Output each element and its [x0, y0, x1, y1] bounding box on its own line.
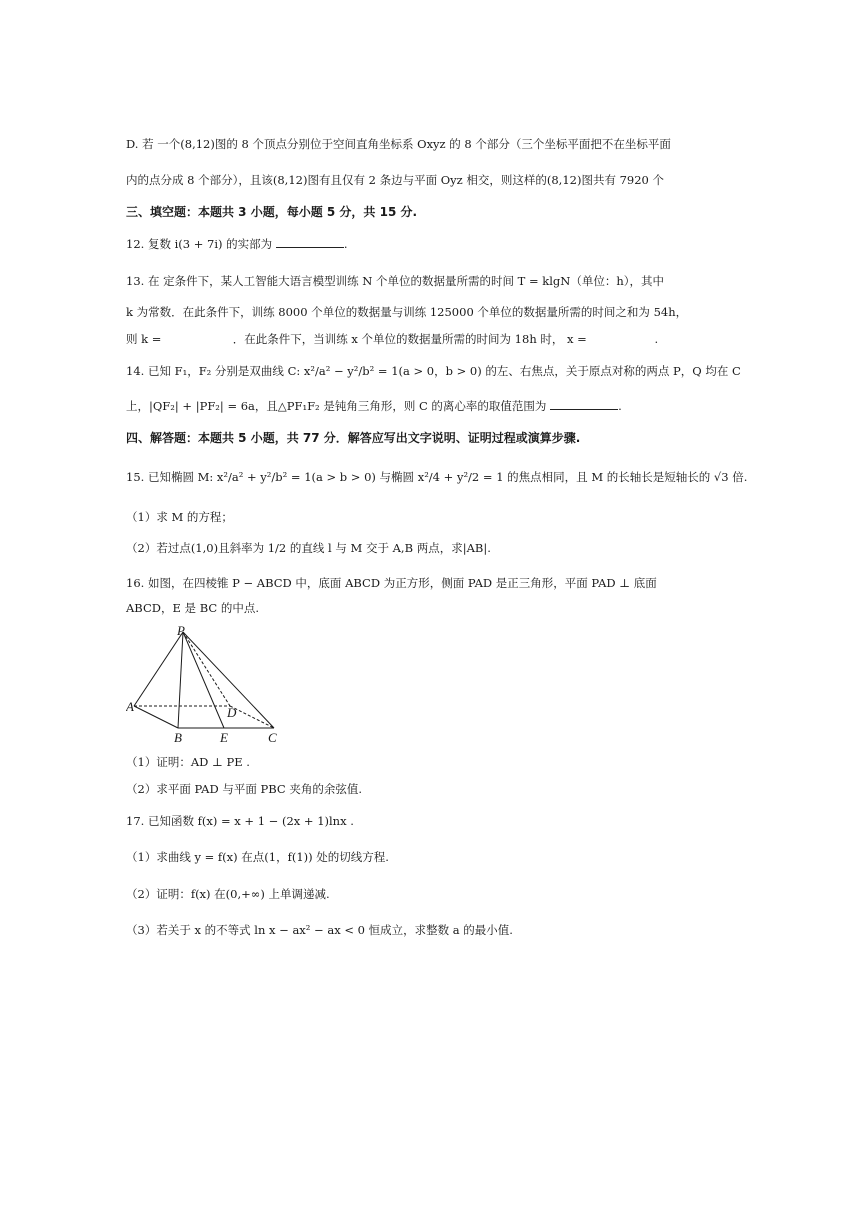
edge-PE	[183, 632, 224, 728]
question-14-text: 上，|QF₂| + |PF₂| = 6a，且△PF₁F₂ 是钝角三角形，则 C 的离心率的取值范围为	[126, 399, 547, 413]
question-13-line-1: 13. 在 定条件下，某人工智能大语言模型训练 N 个单位的数据量所需的时间 T = klgN（单位：h），其中	[126, 274, 664, 288]
question-16-part-2: （2）求平面 PAD 与平面 PBC 夹角的余弦值.	[126, 782, 363, 796]
label-E: E	[220, 730, 228, 745]
answer-blank	[276, 235, 344, 248]
question-13-line-2: k 为常数．在此条件下，训练 8000 个单位的数据量与训练 125000 个单位的数据量所需的时间之和为 54h，	[126, 305, 688, 319]
question-17-part-1: （1）求曲线 y = f(x) 在点(1，f(1)) 处的切线方程.	[126, 850, 389, 864]
question-12-text: 12. 复数 i(3 + 7i) 的实部为	[126, 237, 273, 251]
question-15-part-2: （2）若过点(1,0)且斜率为 1/2 的直线 l 与 M 交于 A,B 两点，求|AB|.	[126, 541, 491, 555]
section-heading-solutions: 四、解答题：本题共 5 小题，共 77 分．解答应写出文字说明、证明过程或演算步骤.	[126, 431, 581, 445]
answer-blank	[550, 397, 618, 410]
question-14-line-2	[126, 396, 622, 416]
edge-DC	[230, 706, 274, 728]
question-14-line-1: 14. 已知 F₁，F₂ 分别是双曲线 C: x²/a² − y²/b² = 1(a > 0，b > 0) 的左、右焦点，关于原点对称的两点 P，Q 均在 C	[126, 364, 741, 378]
edge-PB	[178, 632, 183, 728]
question-12	[126, 234, 347, 254]
question-13-k-text: 则 k =	[126, 332, 162, 346]
edge-AB	[134, 706, 178, 728]
question-15: 15. 已知椭圆 M: x²/a² + y²/b² = 1(a > b > 0) 与椭圆 x²/4 + y²/2 = 1 的焦点相同，且 M 的长轴长是短轴长的 √3 倍.	[126, 470, 748, 484]
question-13-x-text: ．在此条件下，当训练 x 个单位的数据量所需的时间为 18h 时， x =	[232, 332, 587, 346]
label-A: A	[126, 699, 134, 714]
question-16-part-1: （1）证明：AD ⊥ PE .	[126, 755, 250, 769]
label-D: D	[227, 705, 237, 720]
label-C: C	[268, 730, 277, 745]
option-d-line-1: D. 若 一个(8,12)图的 8 个顶点分别位于空间直角坐标系 Oxyz 的 8 个部分（三个坐标平面把不在坐标平面	[126, 137, 671, 151]
label-P: P	[177, 624, 185, 638]
question-15-part-1: （1）求 M 的方程；	[126, 510, 233, 524]
edge-PA	[134, 632, 183, 706]
question-12-period: .	[343, 237, 348, 251]
question-16-line-1: 16. 如图，在四棱锥 P − ABCD 中，底面 ABCD 为正方形，侧面 PAD 是正三角形，平面 PAD ⊥ 底面	[126, 576, 657, 590]
question-13-line-3	[126, 329, 658, 349]
label-B: B	[174, 730, 182, 745]
question-13-period: .	[654, 332, 659, 346]
option-d-line-2: 内的点分成 8 个部分），且该(8,12)图有且仅有 2 条边与平面 Oyz 相交，则这样的(8,12)图共有 7920 个	[126, 173, 665, 187]
question-17-part-3: （3）若关于 x 的不等式 ln x − ax² − ax < 0 恒成立，求整数 a 的最小值.	[126, 923, 513, 937]
section-heading-fill-in: 三、填空题：本题共 3 小题，每小题 5 分，共 15 分.	[126, 205, 418, 219]
question-14-period: .	[618, 399, 622, 413]
edge-PD	[183, 632, 230, 706]
question-17-part-2: （2）证明：f(x) 在(0,+∞) 上单调递减.	[126, 887, 330, 901]
question-16-line-2: ABCD，E 是 BC 的中点.	[126, 601, 259, 615]
pyramid-figure	[126, 624, 286, 746]
question-17: 17. 已知函数 f(x) = x + 1 − (2x + 1)lnx .	[126, 814, 354, 828]
